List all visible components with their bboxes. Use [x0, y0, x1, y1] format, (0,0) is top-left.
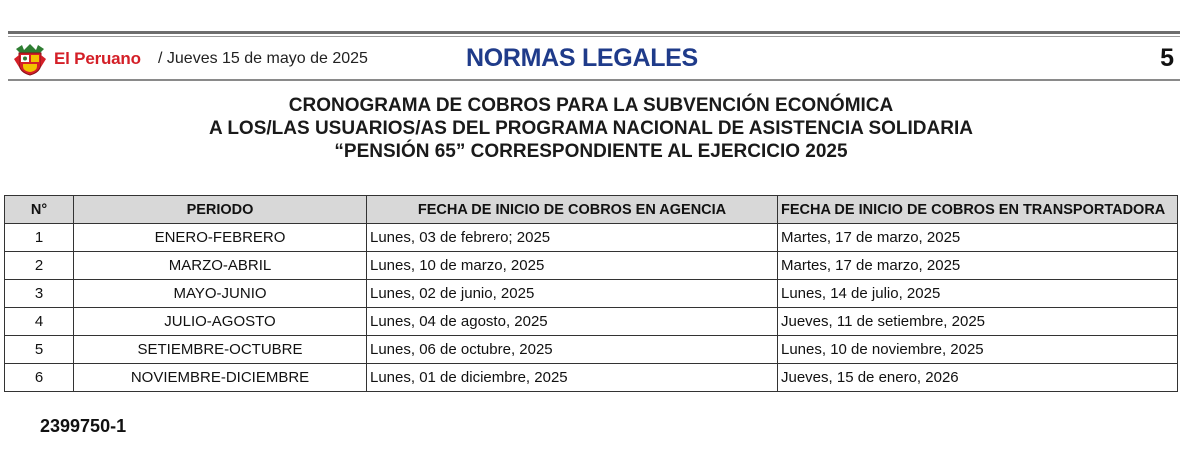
- cell-agency-date: Lunes, 04 de agosto, 2025: [367, 308, 778, 336]
- cell-number: 2: [5, 252, 74, 280]
- brand-name: El Peruano: [54, 49, 141, 68]
- cell-agency-date: Lunes, 03 de febrero; 2025: [367, 224, 778, 252]
- header-rule-top: [8, 31, 1180, 34]
- table-header-row: [5, 196, 1178, 224]
- cell-transport-date: Martes, 17 de marzo, 2025: [778, 252, 1178, 280]
- header-agency-date: FECHA DE INICIO DE COBROS EN AGENCIA: [367, 196, 778, 224]
- publication-code: 2399750-1: [40, 416, 127, 436]
- title-line-3: “PENSIÓN 65” CORRESPONDIENTE AL EJERCICIO 2025: [334, 141, 848, 162]
- cell-transport-date: Lunes, 14 de julio, 2025: [778, 280, 1178, 308]
- title-line-2: A LOS/LAS USUARIOS/AS DEL PROGRAMA NACIONAL DE ASISTENCIA SOLIDARIA: [209, 118, 973, 139]
- masthead: [8, 38, 1180, 78]
- cell-number: 1: [5, 224, 74, 252]
- title-line-1: CRONOGRAMA DE COBROS PARA LA SUBVENCIÓN ECONÓMICA: [288, 95, 894, 116]
- cell-period: SETIEMBRE-OCTUBRE: [74, 336, 367, 364]
- cell-agency-date: Lunes, 02 de junio, 2025: [367, 280, 778, 308]
- cell-transport-date: Lunes, 10 de noviembre, 2025: [778, 336, 1178, 364]
- header-rule-top-thin: [8, 36, 1180, 37]
- page-number: 5: [1160, 44, 1174, 72]
- header-transport-date: FECHA DE INICIO DE COBROS EN TRANSPORTADORA: [778, 196, 1178, 224]
- header-rule-bottom: [8, 79, 1180, 81]
- peru-coat-of-arms-icon: [12, 41, 48, 77]
- table-row: [5, 280, 1178, 308]
- table-row: [5, 308, 1178, 336]
- cell-agency-date: Lunes, 06 de octubre, 2025: [367, 336, 778, 364]
- dateline: / Jueves 15 de mayo de 2025: [158, 50, 368, 67]
- table-row: [5, 336, 1178, 364]
- cell-number: 4: [5, 308, 74, 336]
- table-row: [5, 364, 1178, 392]
- cell-agency-date: Lunes, 10 de marzo, 2025: [367, 252, 778, 280]
- header-number: N°: [5, 196, 74, 224]
- cell-transport-date: Jueves, 11 de setiembre, 2025: [778, 308, 1178, 336]
- cell-period: MARZO-ABRIL: [74, 252, 367, 280]
- cell-agency-date: Lunes, 01 de diciembre, 2025: [367, 364, 778, 392]
- document-title: [0, 94, 1182, 163]
- payment-schedule-table: [4, 195, 1178, 392]
- cell-period: JULIO-AGOSTO: [74, 308, 367, 336]
- table-row: [5, 252, 1178, 280]
- table-row: [5, 224, 1178, 252]
- cell-period: ENERO-FEBRERO: [74, 224, 367, 252]
- cell-number: 3: [5, 280, 74, 308]
- section-title: NORMAS LEGALES: [466, 44, 698, 72]
- cell-number: 5: [5, 336, 74, 364]
- header-period: PERIODO: [74, 196, 367, 224]
- cell-transport-date: Martes, 17 de marzo, 2025: [778, 224, 1178, 252]
- cell-transport-date: Jueves, 15 de enero, 2026: [778, 364, 1178, 392]
- cell-period: MAYO-JUNIO: [74, 280, 367, 308]
- cell-number: 6: [5, 364, 74, 392]
- cell-period: NOVIEMBRE-DICIEMBRE: [74, 364, 367, 392]
